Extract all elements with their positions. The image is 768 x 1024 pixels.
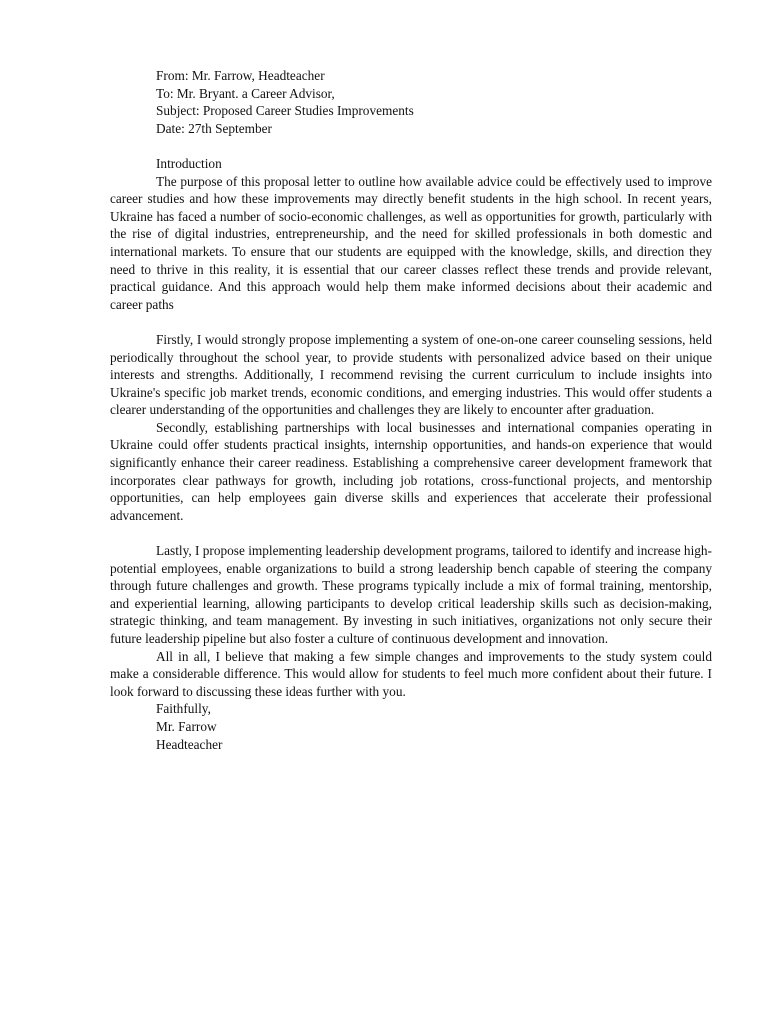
subject-line: Subject: Proposed Career Studies Improvements — [156, 103, 414, 119]
signature-title: Headteacher — [156, 736, 223, 752]
letter-document — [110, 67, 712, 753]
from-line: From: Mr. Farrow, Headteacher — [156, 68, 325, 83]
body-paragraph-lastly: Lastly, I propose implementing leadership development programs, tailored to identify and increase high-potential employees, enable organizations to build a strong leadership bench capable of steering the company through future challenges and growth. These programs typically include a mix of formal training, mentorship, and experiential learning, allowing participants to develop critical leadership skills such as decision-making, strategic thinking, and team management. By investing in such initiatives, organizations not only secure their future leadership pipeline but also foster a culture of continuous development and innovation. — [110, 543, 712, 646]
date-line: Date: 27th September — [156, 120, 272, 136]
body-paragraph-intro: The purpose of this proposal letter to outline how available advice could be effectively used to improve career studies and how these improvements may directly benefit students in the high school. In recent years, Ukraine has faced a number of socio-economic challenges, as well as opportunities for growth, particularly with the rise of digital industries, entrepreneurship, and the need for skilled professionals in both domestic and international markets. To ensure that our students are equipped with the knowledge, skills, and direction they need to thrive in this reality, it is essential that our career classes reflect these trends and provide relevant, practical guidance. And this approach would help them make informed decisions about their academic and career paths — [110, 173, 712, 312]
closing-line: Faithfully, — [156, 701, 211, 717]
intro-heading: Introduction — [156, 155, 222, 171]
to-line: To: Mr. Bryant. a Career Advisor, — [156, 85, 335, 101]
blank-line — [110, 524, 712, 542]
body-paragraph-firstly: Firstly, I would strongly propose implementing a system of one-on-one career counseling sessions, held periodically throughout the school year, to provide students with personalized advice based on their unique interests and strengths. Additionally, I recommend revising the current curriculum to include insights into Ukraine's specific job market trends, economic conditions, and emerging industries. This would offer students a clearer understanding of the opportunities and challenges they are likely to encounter after graduation. — [110, 331, 712, 418]
signature-name: Mr. Farrow — [156, 718, 217, 734]
letter-header — [110, 67, 712, 137]
blank-line — [110, 313, 712, 331]
blank-line — [110, 137, 712, 155]
body-paragraph-secondly: Secondly, establishing partnerships with local businesses and international companies operating in Ukraine could offer students practical insights, internship opportunities, and hands-on experience that would significantly enhance their career readiness. Establishing a comprehensive career development framework that incorporates clear pathways for growth, including job rotations, cross-functional projects, and mentorship opportunities, can help employees gain diverse skills and experiences that accelerate their professional advancement. — [110, 419, 712, 523]
body-paragraph-conclusion: All in all, I believe that making a few simple changes and improvements to the study system could make a considerable difference. This would allow for students to feel much more confident about their future. I look forward to discussing these ideas further with you. — [110, 648, 712, 699]
